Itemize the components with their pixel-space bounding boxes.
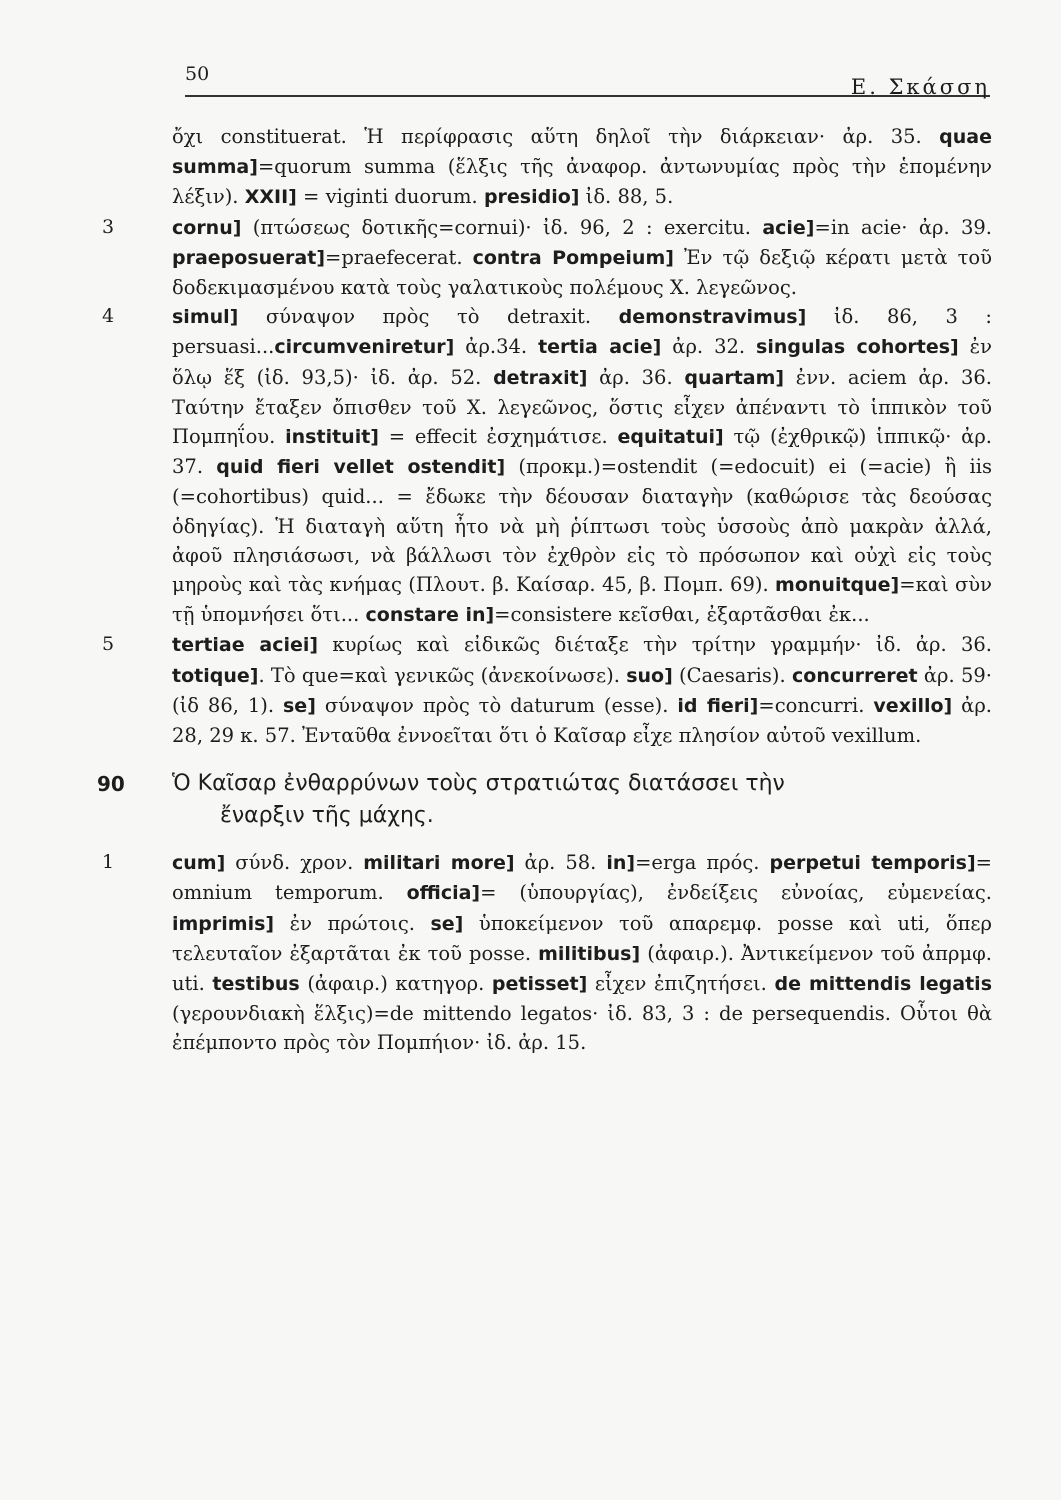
lemma: militibus]: [538, 942, 641, 965]
section-title-line-2: ἔναρξιν τῆς μάχης.: [220, 803, 434, 829]
commentary-entry: [102, 302, 992, 630]
gloss-text: =καὶ σὺν τῇ ὑπομνήσει ὅτι...: [172, 573, 992, 627]
lemma: se]: [430, 912, 464, 935]
line-reference-number: 1: [102, 851, 115, 874]
section-title-line-1: Ὁ Καῖσαρ ἐνθαρρύνων τοὺς στρατιώτας διατάσσει τὴν: [172, 771, 785, 797]
gloss-text: (προκμ.)=ostendit (=edocuit) ei (=acie) ἢ iis (=cohortibus) quid... = ἔδωκε τὴν δέουσαν διαταγὴν (καθώρισε τὰς δεούσας ὁδηγίας). Ἡ διαταγὴ αὕτη ἦτο νὰ μὴ ῥίπτωσι τοὺς ὑσσοὺς ἀπὸ μακρὰν ἀλλά, ἀφοῦ πλησιάσωσι, νὰ βάλλωσι τὸν ἐχθρὸν εἰς τὸ πρόσωπον καὶ οὐχὶ εἰς τοὺς μηροὺς καὶ τὰς κνήμας (Πλουτ. β. Καίσαρ. 45, β. Πομπ. 69).: [172, 455, 992, 597]
lemma: militari more]: [363, 852, 515, 875]
lemma: quae summa]: [172, 126, 992, 179]
gloss-text: ἰδ. 88, 5.: [579, 185, 674, 209]
lemma: simul]: [172, 306, 239, 329]
section-heading: [97, 768, 992, 832]
line-reference-number: 4: [102, 305, 115, 328]
section-number: 90: [97, 772, 125, 797]
lemma: detraxit]: [493, 366, 588, 389]
gloss-text: (Caesaris).: [672, 663, 792, 687]
gloss-text: (γερουνδιακὴ ἕλξις)=de mittendo legatos· ἰδ. 83, 3 : de persequendis. Οὗτοι θὰ ἐπέμποντο πρὸς τὸν Πομπήιον· ἰδ. ἀρ. 15.: [172, 1002, 992, 1055]
gloss-text: ἐν ὅλῳ ἕξ (ἰδ. 93,5)· ἰδ. ἀρ. 52.: [172, 335, 992, 389]
lemma: in]: [606, 852, 636, 875]
gloss-text: =erga πρός.: [635, 851, 770, 875]
lemma: quartam]: [684, 366, 785, 389]
gloss-text: σύναψον πρὸς τὸ detraxit.: [238, 305, 619, 329]
lemma: contra Pompeium]: [472, 246, 674, 269]
lemma: singulas cohortes]: [756, 336, 959, 359]
lemma: id fieri]: [677, 694, 759, 717]
lemma: totique]: [172, 664, 259, 687]
gloss-text: ἀρ. 36.: [587, 365, 685, 389]
gloss-text: = (ὑπουργίας), ἐνδείξεις εὐνοίας, εὐμενείας.: [480, 881, 992, 905]
lemma: quid fieri vellet ostendit]: [216, 456, 506, 479]
lemma: praeposuerat]: [172, 246, 326, 269]
commentary-entry: [102, 630, 993, 750]
page-header: [185, 55, 990, 97]
gloss-text: ἐνν. aciem ἀρ. 36. Ταύτην ἔταξεν ὄπισθεν τοῦ Χ. λεγεῶνος, ὅστις εἶχεν ἀπέναντι τὸ ἱππικὸν τοῦ Πομπηΐου.: [172, 365, 992, 449]
lemma: constare in]: [365, 604, 495, 627]
gloss-text: ὑποκείμενον τοῦ απαρεμφ. posse καὶ uti, ὅπερ τελευταῖον ἐξαρτᾶται ἐκ τοῦ posse.: [172, 911, 992, 965]
gloss-text: ἀρ. 32.: [661, 335, 757, 359]
lemma: tertiae aciei]: [172, 634, 319, 657]
gloss-text: = viginti duorum.: [296, 185, 484, 209]
lemma: instituit]: [285, 426, 379, 449]
lemma: perpetui temporis]: [769, 852, 976, 875]
lemma: XXII]: [244, 186, 297, 209]
lemma: imprimis]: [172, 912, 275, 935]
gloss-text: =in acie· ἀρ. 39.: [814, 215, 992, 239]
lemma: petisset]: [491, 973, 588, 996]
lemma: cornu]: [172, 216, 242, 239]
gloss-text: σύνδ. χρον.: [225, 851, 364, 875]
gloss-text: ἐν πρώτοις.: [274, 911, 431, 935]
gloss-text: =praefecerat.: [325, 245, 473, 269]
lemma: officia]: [406, 882, 481, 905]
gloss-text: τῷ (ἐχθρικῷ) ἱππικῷ· ἀρ. 37.: [172, 425, 992, 479]
running-head: Ε. Σκάσση: [850, 75, 990, 99]
gloss-text: =concurri.: [758, 693, 874, 717]
gloss-text: =quorum summa (ἕλξις τῆς ἀναφορ. ἀντωνυμίας πρὸς τὴν ἑπομένην λέξιν).: [172, 155, 992, 209]
commentary-entry: [172, 122, 992, 213]
gloss-text: . Τὸ que=καὶ γενικῶς (ἀνεκοίνωσε).: [258, 663, 627, 687]
gloss-text: κυρίως καὶ εἰδικῶς διέταξε τὴν τρίτην γραμμήν· ἰδ. ἀρ. 36.: [318, 633, 993, 657]
lemma: concurreret: [792, 664, 918, 687]
gloss-text: (ἀφαιρ.). Ἀντικείμενον τοῦ ἀπρμφ. uti.: [172, 941, 992, 996]
gloss-text: = effecit ἐσχημάτισε.: [378, 425, 618, 449]
gloss-text: Ἐν τῷ δεξιῷ κέρατι μετὰ τοῦ δοδεκιμασμένου κατὰ τοὺς γαλατικοὺς πολέμους Χ. λεγεῶνος.: [172, 245, 993, 300]
lemma: cum]: [172, 852, 226, 875]
lemma: testibus: [212, 973, 300, 996]
lemma: de mittendis legatis: [774, 973, 992, 996]
gloss-text: ἀρ. 58.: [514, 851, 607, 875]
commentary-entry: [102, 213, 993, 303]
gloss-text: = omnium temporum.: [172, 851, 992, 905]
lemma: presidio]: [483, 186, 580, 209]
gloss-text: (πτώσεως δοτικῆς=cornui)· ἰδ. 96, 2 : exercitu.: [241, 215, 763, 239]
lemma: se]: [283, 694, 316, 717]
lemma: demonstravimus]: [618, 306, 807, 329]
gloss-text: εἶχεν ἐπιζητήσει.: [587, 972, 775, 996]
lemma: acie]: [762, 216, 815, 239]
lemma: monuitque]: [775, 574, 900, 597]
gloss-text: ἰδ. 86, 3 : persuasi...: [172, 305, 992, 359]
gloss-text: =consistere κεῖσθαι, ἐξαρτᾶσθαι ἐκ...: [494, 603, 870, 627]
lemma: circumveniretur]: [274, 336, 455, 359]
gloss-text: ἀρ.34.: [454, 335, 539, 359]
lemma: vexillo]: [873, 694, 953, 717]
line-reference-number: 5: [102, 633, 115, 656]
lemma: equitatui]: [617, 426, 724, 449]
commentary-text: [97, 122, 993, 1058]
line-reference-number: 3: [102, 215, 115, 238]
commentary-entries: [102, 122, 993, 750]
lemma: tertia acie]: [538, 336, 662, 359]
gloss-text: ὄχι constituerat. Ἡ περίφρασις αὕτη δηλοῖ τὴν διάρκειαν· ἀρ. 35.: [172, 125, 940, 148]
page-number: 50: [185, 63, 210, 85]
gloss-text: (ἀφαιρ.) κατηγορ.: [299, 972, 492, 996]
commentary-entries-section-90: [102, 848, 992, 1057]
gloss-text: ἀρ. 59· (ἰδ 86, 1).: [172, 663, 992, 717]
lemma: suo]: [626, 664, 673, 687]
gloss-text: σύναψον πρὸς τὸ daturum (esse).: [315, 693, 678, 717]
commentary-entry: [102, 848, 992, 1057]
gloss-text: ἀρ. 28, 29 κ. 57. Ἐνταῦθα ἐννοεῖται ὅτι ὁ Καῖσαρ εἶχε πλησίον αὐτοῦ vexillum.: [172, 693, 992, 748]
